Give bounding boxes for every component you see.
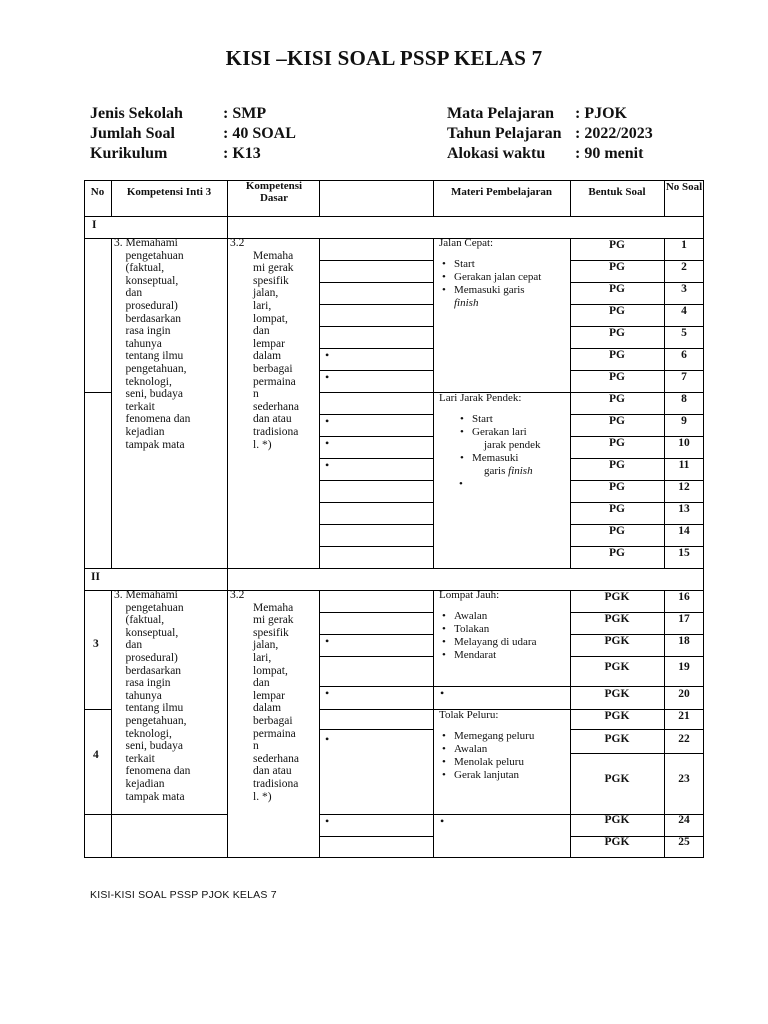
bentuk-soal: PGK [604, 773, 630, 785]
header-left [90, 104, 296, 164]
bentuk-soal: PG [609, 459, 625, 471]
header-value: : 40 SOAL [223, 125, 296, 142]
header-row-jenis-sekolah [90, 104, 296, 124]
no-soal: 7 [681, 371, 687, 383]
bentuk-soal: PG [609, 547, 625, 559]
divider [84, 568, 704, 569]
bentuk-soal: PGK [604, 688, 630, 700]
header-label: Jumlah Soal [90, 125, 175, 142]
header-value: : 90 menit [575, 145, 644, 162]
bullet: • [325, 732, 330, 746]
row-number: 3 [93, 638, 99, 650]
header-label: Kurikulum [90, 145, 168, 162]
bentuk-soal: PGK [604, 635, 630, 647]
bentuk-soal: PG [609, 305, 625, 317]
materi-item: • Memegang peluru [439, 730, 569, 743]
materi-title: Tolak Peluru: [439, 709, 499, 721]
divider [84, 392, 111, 393]
no-soal: 18 [678, 635, 690, 647]
materi-item: • Start [439, 258, 569, 271]
materi-lari-jarak-pendek [439, 392, 569, 491]
header-row-tahun-pelajaran [447, 124, 653, 144]
divider [84, 216, 704, 217]
divider [319, 814, 570, 815]
col-header-kd: Kompetensi Dasar [245, 180, 303, 204]
materi-lompat-jauh [439, 589, 569, 662]
materi-item-cont: jarak pendek [484, 439, 541, 451]
header-label: Alokasi waktu [447, 145, 546, 162]
divider [84, 709, 111, 710]
bentuk-soal: PG [609, 481, 625, 493]
bentuk-soal: PG [609, 437, 625, 449]
no-soal: 5 [681, 327, 687, 339]
divider [319, 686, 570, 687]
no-soal: 9 [681, 415, 687, 427]
divider [319, 502, 433, 503]
section-label: II [91, 571, 100, 583]
bentuk-soal: PG [609, 349, 625, 361]
no-soal: 6 [681, 349, 687, 361]
divider [319, 634, 433, 635]
divider [319, 260, 433, 261]
divider [319, 590, 320, 858]
ki3-text: 3. Memahami pengetahuan (faktual, konseptual, dan prosedural) berdasarkan rasa ingin tahunya tentang ilmu pengetahuan, teknologi, seni, budaya terkait fenomena dan kejadian tampak mata [114, 589, 191, 803]
divider [319, 348, 433, 349]
divider [319, 480, 433, 481]
materi-title: Lompat Jauh: [439, 589, 500, 601]
materi-item: • Menolak peluru [439, 756, 569, 769]
bullet: • [440, 686, 445, 700]
bentuk-soal: PGK [604, 710, 630, 722]
no-soal: 24 [678, 814, 690, 826]
divider [227, 590, 228, 858]
bullet: • [325, 634, 330, 648]
bullet: • [325, 348, 330, 362]
divider [319, 180, 320, 216]
bullet: • [440, 814, 445, 828]
col-header-ki3: Kompetensi Inti 3 [126, 186, 212, 198]
divider [111, 590, 112, 858]
divider [319, 729, 433, 730]
bentuk-soal: PGK [604, 661, 630, 673]
header-value: : PJOK [575, 105, 627, 122]
no-soal: 21 [678, 710, 690, 722]
materi-title: Jalan Cepat: [439, 237, 494, 249]
no-soal: 2 [681, 261, 687, 273]
divider [319, 524, 433, 525]
materi-item: • Awalan [439, 743, 569, 756]
divider [433, 238, 434, 568]
no-soal: 4 [681, 305, 687, 317]
bullet: • [325, 436, 330, 450]
materi-tolak-peluru [439, 709, 569, 782]
materi-item: • Memasuki garis [439, 284, 569, 297]
bentuk-soal: PG [609, 239, 625, 251]
no-soal: 8 [681, 393, 687, 405]
materi-item: • Awalan [439, 610, 569, 623]
materi-item: • Gerakan jalan cepat [439, 271, 569, 284]
ki3-text: 3. Memahami pengetahuan (faktual, konseptual, dan prosedural) berdasarkan rasa ingin tahunya tentang ilmu pengetahuan, teknologi, seni, budaya terkait fenomena dan kejadian tampak mata [114, 237, 191, 451]
bullet: • [325, 414, 330, 428]
page-footer: KISI-KISI SOAL PSSP PJOK KELAS 7 [90, 889, 277, 901]
header-right [447, 104, 653, 164]
divider [319, 326, 433, 327]
header-value: : 2022/2023 [575, 125, 653, 142]
divider [570, 753, 704, 754]
materi-jalan-cepat [439, 237, 569, 310]
bullet: • [325, 370, 330, 384]
materi-item: • Tolakan [439, 623, 569, 636]
divider [227, 238, 228, 568]
bullet: • [459, 478, 463, 490]
document-title: KISI –KISI SOAL PSSP KELAS 7 [225, 46, 543, 70]
header-label: Mata Pelajaran [447, 105, 555, 122]
materi-item-cont-text: garis [484, 465, 506, 477]
section-label: I [92, 219, 97, 231]
materi-item: • Start [457, 413, 569, 426]
bentuk-soal: PGK [604, 814, 630, 826]
divider [319, 612, 433, 613]
divider [319, 656, 433, 657]
header-value: : SMP [223, 105, 267, 122]
bentuk-soal: PGK [604, 733, 630, 745]
no-soal: 17 [678, 613, 690, 625]
no-soal: 10 [678, 437, 690, 449]
materi-item: • Gerakan lari [457, 426, 569, 439]
materi-item: • Memasuki [457, 452, 569, 465]
header-label: Jenis Sekolah [90, 105, 183, 122]
divider [319, 304, 433, 305]
divider [570, 656, 704, 657]
bentuk-soal: PGK [604, 613, 630, 625]
divider [319, 282, 433, 283]
bentuk-soal: PG [609, 371, 625, 383]
no-soal: 19 [678, 661, 690, 673]
no-soal: 20 [678, 688, 690, 700]
bentuk-soal: PG [609, 525, 625, 537]
no-soal: 25 [678, 836, 690, 848]
bentuk-soal: PG [609, 283, 625, 295]
no-soal: 23 [678, 773, 690, 785]
bentuk-soal: PG [609, 415, 625, 427]
materi-title: Lari Jarak Pendek: [439, 392, 522, 404]
header-row-kurikulum [90, 144, 296, 164]
no-soal: 22 [678, 733, 690, 745]
no-soal: 16 [678, 591, 690, 603]
header-value: : K13 [223, 145, 261, 162]
no-soal: 3 [681, 283, 687, 295]
divider [319, 836, 433, 837]
bentuk-soal: PG [609, 503, 625, 515]
materi-item-finish: finish [508, 465, 533, 477]
divider [227, 180, 228, 216]
divider [319, 414, 433, 415]
divider [570, 729, 704, 730]
kisi-table [84, 180, 704, 858]
col-header-no: No [90, 186, 105, 198]
no-soal: 14 [678, 525, 690, 537]
no-soal: 13 [678, 503, 690, 515]
materi-item: • Melayang di udara [439, 636, 569, 649]
divider [319, 436, 433, 437]
bentuk-soal: PG [609, 327, 625, 339]
materi-item: • Mendarat [439, 649, 569, 662]
col-header-no-soal: No Soal [665, 181, 703, 193]
no-soal: 12 [678, 481, 690, 493]
no-soal: 11 [678, 459, 690, 471]
col-header-materi: Materi Pembelajaran [450, 186, 553, 198]
divider [84, 814, 227, 815]
bentuk-soal: PGK [604, 836, 630, 848]
bentuk-soal: PG [609, 393, 625, 405]
col-header-bentuk: Bentuk Soal [588, 186, 646, 198]
header-row-jumlah-soal [90, 124, 296, 144]
divider [227, 216, 228, 238]
materi-item-cont: finish [454, 297, 479, 309]
header-row-alokasi-waktu [447, 144, 653, 164]
bullet: • [325, 458, 330, 472]
no-soal: 1 [681, 239, 687, 251]
divider [319, 546, 433, 547]
divider [319, 370, 433, 371]
materi-item-cont [439, 465, 569, 478]
divider [227, 568, 228, 590]
divider [111, 238, 112, 568]
header-row-mata-pelajaran [447, 104, 653, 124]
row-number: 4 [93, 749, 99, 761]
divider [319, 238, 320, 568]
kd-text: 3.2 Memaha mi gerak spesifik jalan, lari, lompat, dan lempar dalam berbagai permaina n sederhana dan atau tradisiona l. *) [230, 589, 299, 803]
bullet: • [325, 686, 330, 700]
bullet: • [325, 814, 330, 828]
kd-text: 3.2 Memaha mi gerak spesifik jalan, lari, lompat, dan lempar dalam berbagai permaina n sederhana dan atau tradisiona l. *) [230, 237, 299, 451]
header-label: Tahun Pelajaran [447, 125, 562, 142]
divider [319, 458, 433, 459]
divider [433, 590, 434, 858]
no-soal: 15 [678, 547, 690, 559]
materi-item: • Gerak lanjutan [439, 769, 569, 782]
bentuk-soal: PG [609, 261, 625, 273]
bentuk-soal: PGK [604, 591, 630, 603]
